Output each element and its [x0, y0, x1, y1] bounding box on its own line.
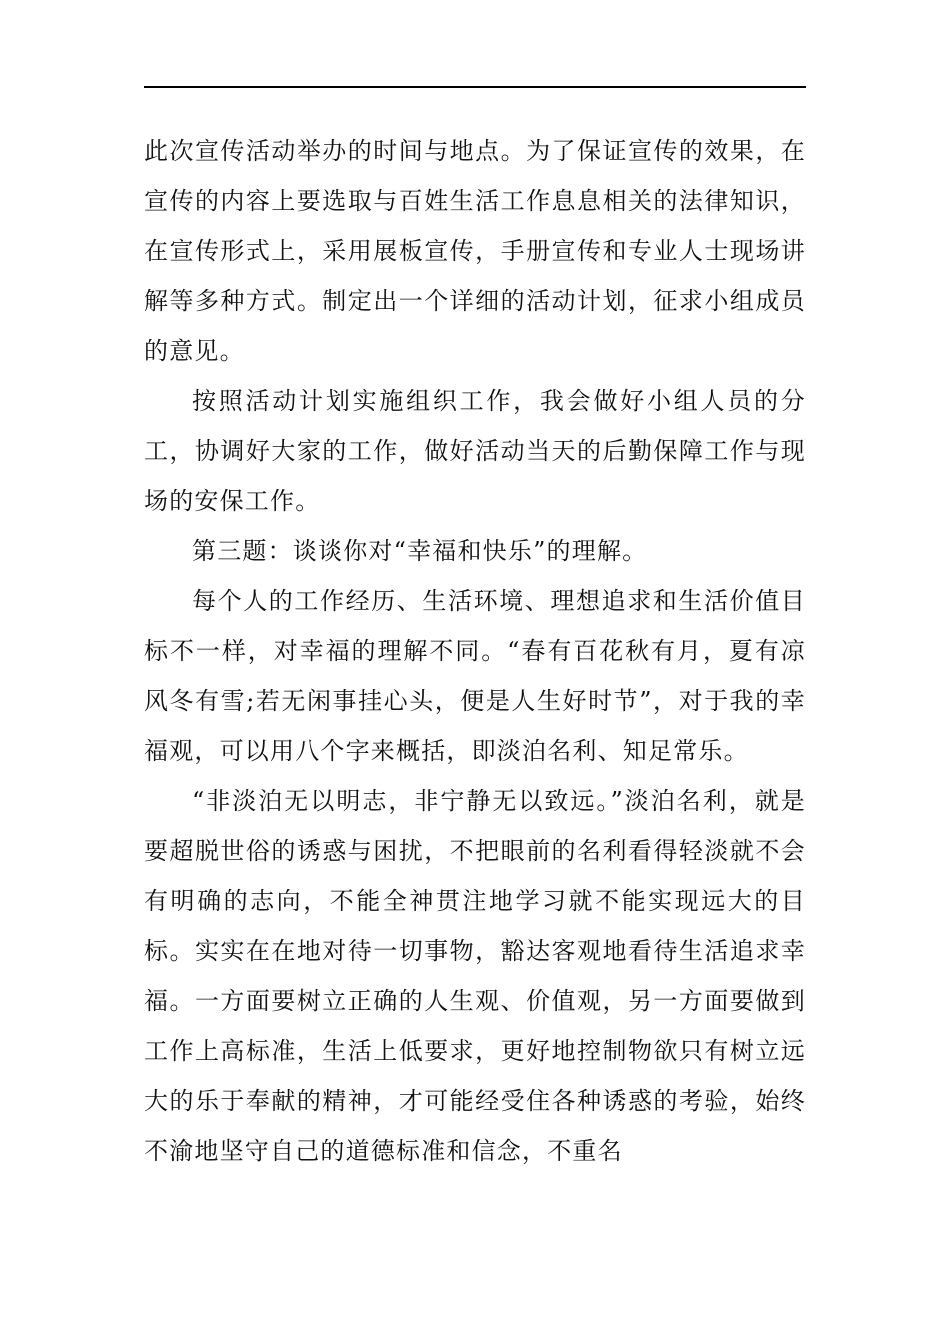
paragraph: “非淡泊无以明志，非宁静无以致远。”淡泊名利，就是要超脱世俗的诱惑与困扰，不把眼前的名利看得轻淡就不会有明确的志向，不能全神贯注地学习就不能实现远大的目标。实实在在地对待一切事物，豁达客观地看待生活追求幸福。一方面要树立正确的人生观、价值观，另一方面要做到工作上高标准，生活上低要求，更好地控制物欲只有树立远大的乐于奉献的精神，才可能经受住各种诱惑的考验，始终不渝地坚守自己的道德标准和信念，不重名	[144, 787, 806, 1165]
paragraph: 每个人的工作经历、生活环境、理想追求和生活价值目标不一样，对幸福的理解不同。“春有百花秋有月，夏有凉风冬有雪;若无闲事挂心头，便是人生好时节”，对于我的幸福观，可以用八个字来概括，即淡泊名利、知足常乐。	[144, 587, 806, 765]
header-rule	[144, 86, 806, 88]
document-body	[144, 126, 806, 1176]
paragraph: 按照活动计划实施组织工作，我会做好小组人员的分工，协调好大家的工作，做好活动当天的后勤保障工作与现场的安保工作。	[144, 387, 806, 515]
question-heading: 第三题：谈谈你对“幸福和快乐”的理解。	[192, 537, 648, 565]
paragraph: 此次宣传活动举办的时间与地点。为了保证宣传的效果，在宣传的内容上要选取与百姓生活工作息息相关的法律知识，在宣传形式上，采用展板宣传，手册宣传和专业人士现场讲解等多种方式。制定出一个详细的活动计划，征求小组成员的意见。	[144, 137, 806, 365]
